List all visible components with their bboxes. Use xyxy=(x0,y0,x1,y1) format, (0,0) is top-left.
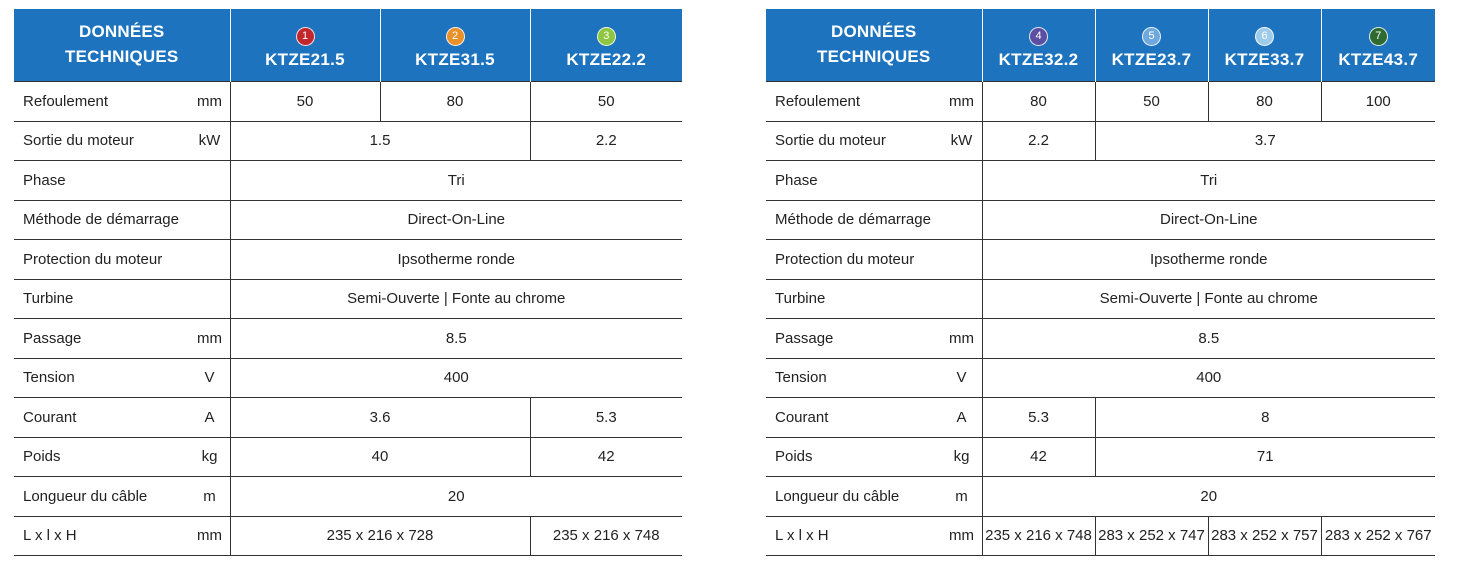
spec-value: Semi-Ouverte | Fonte au chrome xyxy=(982,279,1435,319)
spec-value: 50 xyxy=(530,82,682,122)
spec-row xyxy=(14,437,682,477)
spec-label: Tension xyxy=(775,369,827,387)
spec-unit: kW xyxy=(950,132,973,150)
model-name: KTZE43.7 xyxy=(1338,50,1419,69)
header-title-cell xyxy=(14,9,230,82)
spec-row xyxy=(766,477,1435,517)
model-header xyxy=(380,9,530,82)
header-title: DONNÉES TECHNIQUES xyxy=(65,22,179,66)
spec-row xyxy=(766,240,1435,280)
spec-value: 42 xyxy=(982,437,1095,477)
spec-value: 1.5 xyxy=(230,121,530,161)
spec-row xyxy=(14,319,682,359)
model-number-badge: 2 xyxy=(446,27,465,46)
spec-label-cell xyxy=(766,240,982,280)
model-number-badge: 6 xyxy=(1255,27,1274,46)
spec-label-cell xyxy=(14,398,230,438)
model-number-badge: 5 xyxy=(1142,27,1161,46)
spec-value: 8.5 xyxy=(230,319,682,359)
spec-label: Passage xyxy=(775,329,834,347)
spec-label: L x l x H xyxy=(775,527,829,545)
spec-label-cell xyxy=(14,161,230,201)
spec-value: 80 xyxy=(380,82,530,122)
spec-table-1 xyxy=(14,9,682,556)
spec-value: 42 xyxy=(530,437,682,477)
spec-label-cell xyxy=(14,82,230,122)
spec-label: Turbine xyxy=(23,290,74,308)
model-name: KTZE22.2 xyxy=(566,50,647,69)
spec-label-cell xyxy=(766,82,982,122)
spec-label: Phase xyxy=(23,171,66,189)
spec-value: Tri xyxy=(230,161,682,201)
spec-value: 235 x 216 x 748 xyxy=(982,516,1095,556)
spec-unit: A xyxy=(204,408,215,426)
header-title: DONNÉES TECHNIQUES xyxy=(817,22,931,66)
spec-label-cell xyxy=(766,437,982,477)
spec-row xyxy=(766,319,1435,359)
spec-row xyxy=(14,358,682,398)
spec-label-cell xyxy=(766,516,982,556)
spec-label: Phase xyxy=(775,171,818,189)
spec-label-cell xyxy=(766,161,982,201)
spec-row xyxy=(14,398,682,438)
spec-label-cell xyxy=(14,200,230,240)
spec-value: 400 xyxy=(230,358,682,398)
spec-label: Protection du moteur xyxy=(23,250,163,268)
spec-row xyxy=(766,279,1435,319)
spec-unit: V xyxy=(956,369,967,387)
model-name: KTZE32.2 xyxy=(998,50,1079,69)
spec-value: 20 xyxy=(230,477,682,517)
spec-value: 3.6 xyxy=(230,398,530,438)
spec-unit: kW xyxy=(198,132,221,150)
spec-row xyxy=(14,82,682,122)
spec-unit: m xyxy=(955,487,968,505)
spec-unit: mm xyxy=(949,92,974,110)
model-header xyxy=(982,9,1095,82)
model-name: KTZE31.5 xyxy=(415,50,495,69)
spec-label: Sortie du moteur xyxy=(775,132,886,150)
model-name: KTZE23.7 xyxy=(1111,50,1192,69)
spec-label: Turbine xyxy=(775,290,826,308)
spec-label-cell xyxy=(14,319,230,359)
spec-value: 400 xyxy=(982,358,1435,398)
spec-row xyxy=(766,161,1435,201)
spec-value: 283 x 252 x 767 xyxy=(1321,516,1435,556)
spec-row xyxy=(766,358,1435,398)
spec-value: Ipsotherme ronde xyxy=(982,240,1435,280)
spec-value: 235 x 216 x 748 xyxy=(530,516,682,556)
spec-row xyxy=(14,516,682,556)
spec-label: L x l x H xyxy=(23,527,77,545)
spec-value: 20 xyxy=(982,477,1435,517)
spec-value: 40 xyxy=(230,437,530,477)
spec-label-cell xyxy=(766,477,982,517)
spec-unit: mm xyxy=(197,527,222,545)
spec-value: 283 x 252 x 757 xyxy=(1208,516,1321,556)
spec-label-cell xyxy=(766,358,982,398)
spec-table-2 xyxy=(766,9,1435,556)
spec-label-cell xyxy=(14,121,230,161)
header-title-cell xyxy=(766,9,982,82)
spec-row xyxy=(766,200,1435,240)
spec-label: Poids xyxy=(775,448,813,466)
spec-label-cell xyxy=(14,477,230,517)
spec-unit: mm xyxy=(197,329,222,347)
header-row xyxy=(766,9,1435,82)
spec-row xyxy=(766,437,1435,477)
spec-row xyxy=(766,82,1435,122)
model-number-badge: 7 xyxy=(1369,27,1388,46)
spec-value: 50 xyxy=(230,82,380,122)
spec-unit: mm xyxy=(949,527,974,545)
model-header xyxy=(230,9,380,82)
spec-row xyxy=(14,200,682,240)
spec-value: 5.3 xyxy=(530,398,682,438)
spec-unit: V xyxy=(204,369,215,387)
spec-value: 8 xyxy=(1095,398,1435,438)
spec-value: Ipsotherme ronde xyxy=(230,240,682,280)
spec-row xyxy=(766,121,1435,161)
model-header xyxy=(1321,9,1435,82)
spec-value: 2.2 xyxy=(982,121,1095,161)
spec-label-cell xyxy=(766,279,982,319)
spec-row xyxy=(14,121,682,161)
spec-value: 71 xyxy=(1095,437,1435,477)
model-number-badge: 3 xyxy=(597,27,616,46)
spec-value: 5.3 xyxy=(982,398,1095,438)
spec-value: 2.2 xyxy=(530,121,682,161)
spec-value: Tri xyxy=(982,161,1435,201)
spec-label-cell xyxy=(766,319,982,359)
spec-label: Refoulement xyxy=(775,92,861,110)
spec-label: Tension xyxy=(23,369,75,387)
spec-value: 50 xyxy=(1095,82,1208,122)
spec-row xyxy=(14,161,682,201)
spec-label: Courant xyxy=(23,408,77,426)
spec-unit: kg xyxy=(953,448,970,466)
spec-unit: mm xyxy=(949,329,974,347)
spec-label: Protection du moteur xyxy=(775,250,915,268)
spec-label: Longueur du câble xyxy=(775,487,900,505)
spec-row xyxy=(14,279,682,319)
spec-unit: m xyxy=(203,487,216,505)
spec-unit: mm xyxy=(197,92,222,110)
spec-label: Longueur du câble xyxy=(23,487,148,505)
spec-label: Courant xyxy=(775,408,829,426)
spec-row xyxy=(14,240,682,280)
model-header xyxy=(1095,9,1208,82)
spec-row xyxy=(766,398,1435,438)
spec-row xyxy=(766,516,1435,556)
model-name: KTZE21.5 xyxy=(265,50,345,69)
spec-label-cell xyxy=(14,358,230,398)
model-name: KTZE33.7 xyxy=(1224,50,1305,69)
spec-unit: A xyxy=(956,408,967,426)
spec-label: Sortie du moteur xyxy=(23,132,134,150)
spec-label-cell xyxy=(766,398,982,438)
spec-label: Méthode de démarrage xyxy=(23,211,179,229)
spec-label-cell xyxy=(766,121,982,161)
spec-label: Passage xyxy=(23,329,82,347)
spec-label-cell xyxy=(14,279,230,319)
spec-label-cell xyxy=(14,437,230,477)
spec-unit: kg xyxy=(201,448,218,466)
spec-label-cell xyxy=(14,516,230,556)
header-row xyxy=(14,9,682,82)
model-number-badge: 4 xyxy=(1029,27,1048,46)
spec-value: Semi-Ouverte | Fonte au chrome xyxy=(230,279,682,319)
spec-label: Méthode de démarrage xyxy=(775,211,931,229)
model-header xyxy=(530,9,682,82)
spec-value: 3.7 xyxy=(1095,121,1435,161)
spec-value: 80 xyxy=(1208,82,1321,122)
model-number-badge: 1 xyxy=(296,27,315,46)
spec-value: 100 xyxy=(1321,82,1435,122)
spec-value: Direct-On-Line xyxy=(982,200,1435,240)
spec-value: 80 xyxy=(982,82,1095,122)
spec-label-cell xyxy=(766,200,982,240)
spec-value: 283 x 252 x 747 xyxy=(1095,516,1208,556)
spec-label: Refoulement xyxy=(23,92,109,110)
spec-value: 8.5 xyxy=(982,319,1435,359)
spec-label: Poids xyxy=(23,448,61,466)
spec-value: 235 x 216 x 728 xyxy=(230,516,530,556)
spec-value: Direct-On-Line xyxy=(230,200,682,240)
spec-row xyxy=(14,477,682,517)
model-header xyxy=(1208,9,1321,82)
spec-label-cell xyxy=(14,240,230,280)
